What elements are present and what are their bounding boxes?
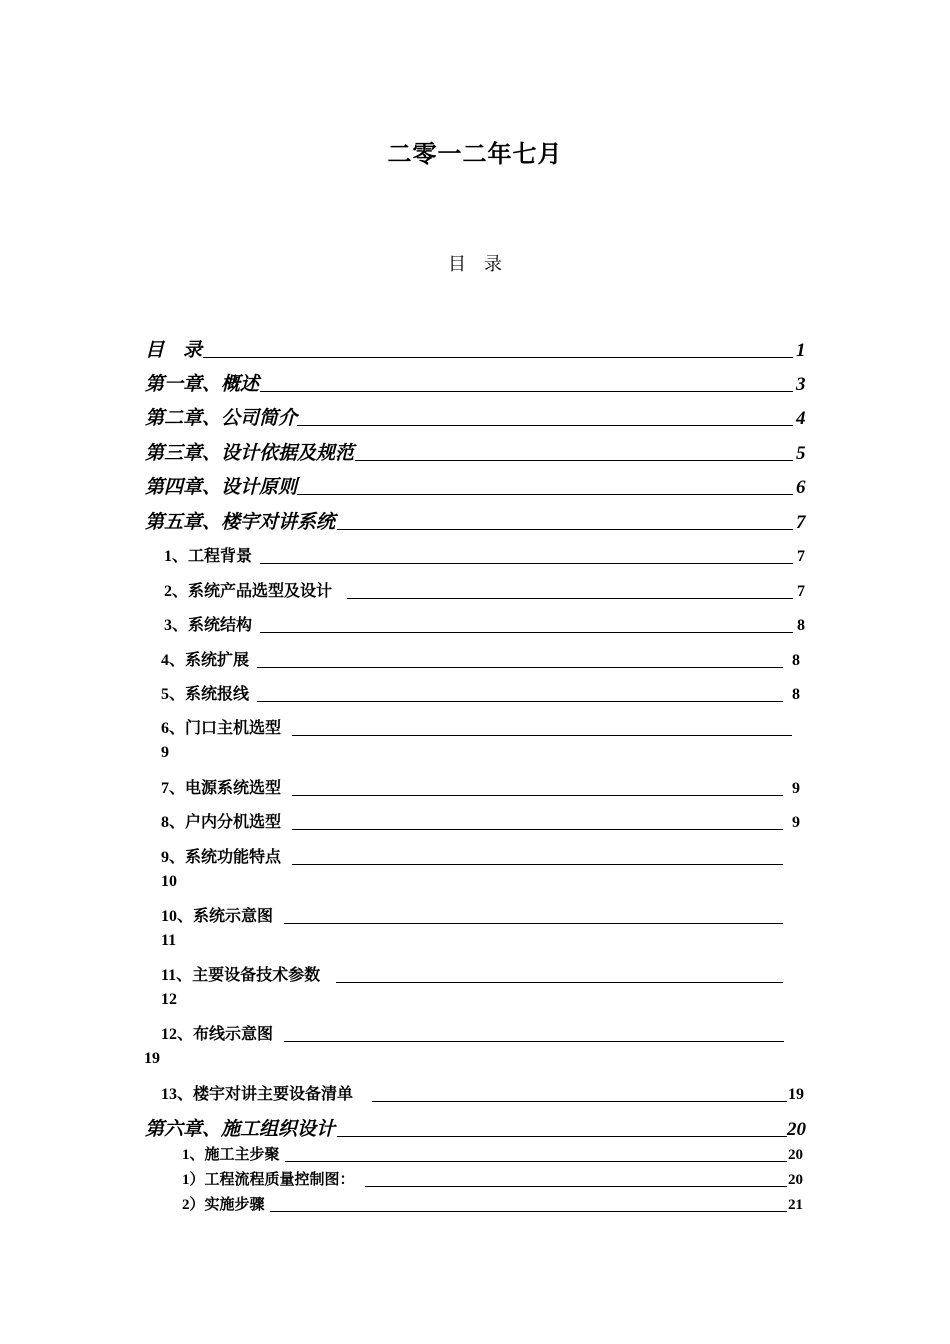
toc-entry-label: 5、系统报线: [161, 686, 250, 703]
document-date: 二零一二年七月: [387, 142, 563, 168]
toc-entry-subsection[interactable]: [0, 1186, 950, 1216]
toc-entry-chapter-4[interactable]: [0, 469, 950, 499]
toc-entry-page: 19: [788, 1086, 804, 1103]
toc-entry-section[interactable]: [0, 898, 950, 949]
toc-leader-line: [292, 829, 783, 830]
toc-leader-line: [270, 1211, 787, 1212]
toc-entry-page: 20: [788, 1147, 803, 1163]
toc-entry-label: 目 录: [145, 340, 203, 361]
toc-leader-line: [260, 391, 793, 392]
toc-leader-line: [203, 357, 793, 358]
toc-entry-page: 7: [797, 583, 805, 600]
toc-entry-section[interactable]: [0, 839, 950, 890]
toc-entry-label: 8、户内分机选型: [161, 814, 282, 831]
toc-entry-label: 3、系统结构: [164, 617, 253, 634]
toc-entry-label: 1、施工主步聚: [182, 1147, 280, 1163]
toc-leader-line: [260, 632, 793, 633]
toc-leader-line: [336, 982, 783, 983]
toc-entry-page: 3: [796, 374, 806, 395]
toc-entry-section[interactable]: [0, 1076, 950, 1106]
toc-leader-line: [347, 598, 793, 599]
toc-entry-label: 1）工程流程质量控制图：: [182, 1172, 355, 1188]
toc-entry-label: 第二章、公司简介: [145, 408, 298, 429]
toc-leader-line: [284, 1041, 784, 1042]
toc-entry-label: 第六章、施工组织设计: [145, 1119, 336, 1140]
toc-entry-page: 21: [788, 1197, 803, 1213]
toc-entry-page: 7: [797, 548, 805, 565]
toc-entry-label: 1、工程背景: [164, 548, 253, 565]
toc-entry-label: 7、电源系统选型: [161, 780, 282, 797]
toc-entry-page: 5: [796, 443, 806, 464]
toc-entry-page: 8: [797, 617, 805, 634]
toc-entry-page: 19: [144, 1050, 160, 1067]
toc-leader-line: [297, 494, 793, 495]
toc-leader-line: [284, 923, 783, 924]
toc-entry-label: 12、布线示意图: [161, 1026, 274, 1043]
toc-entry-section[interactable]: [0, 607, 950, 637]
toc-entry-label: 9、系统功能特点: [161, 849, 282, 866]
toc-entry-page: 9: [161, 744, 169, 761]
toc-leader-line: [257, 667, 783, 668]
toc-entry-label: 2）实施步骤: [182, 1197, 265, 1213]
toc-leader-line: [260, 563, 793, 564]
toc-leader-line: [355, 460, 793, 461]
toc-entry-label: 2、系统产品选型及设计: [164, 583, 333, 600]
toc-entry-section[interactable]: [0, 538, 950, 568]
toc-entry-label: 第一章、概述: [145, 374, 260, 395]
toc-entry-page: 6: [796, 477, 806, 498]
toc-entry-label: 4、系统扩展: [161, 652, 250, 669]
toc-entry-page: 8: [792, 652, 800, 669]
toc-entry-chapter-1[interactable]: [0, 366, 950, 396]
toc-entry-label: 13、楼宇对讲主要设备清单: [161, 1086, 354, 1103]
toc-entry-label: 6、门口主机选型: [161, 720, 282, 737]
toc-leader-line: [297, 425, 793, 426]
toc-leader-line: [372, 1101, 787, 1102]
toc-entry-page: 12: [161, 991, 177, 1008]
toc-entry-chapter-5[interactable]: [0, 504, 950, 534]
toc-leader-line: [292, 795, 783, 796]
toc-entry-label: 第四章、设计原则: [145, 477, 298, 498]
toc-leader-line: [292, 735, 792, 736]
toc-entry-page: 4: [796, 408, 806, 429]
toc-entry-page: 11: [161, 932, 177, 949]
toc-entry-page: 9: [792, 780, 800, 797]
toc-entry-page: 7: [796, 512, 806, 533]
toc-entry-section[interactable]: [0, 573, 950, 603]
toc-entry-label: 第三章、设计依据及规范: [145, 443, 355, 464]
toc-entry-page: 10: [161, 873, 177, 890]
toc-heading: 目 录: [448, 254, 502, 274]
toc-entry-section[interactable]: [0, 642, 950, 672]
toc-entry-label: 10、系统示意图: [161, 908, 274, 925]
toc-entry-page: 20: [788, 1172, 803, 1188]
toc-entry-section[interactable]: [0, 1016, 950, 1067]
toc-entry-chapter-3[interactable]: [0, 435, 950, 465]
toc-entry-section[interactable]: [0, 770, 950, 800]
toc-entry-label: 11、主要设备技术参数: [161, 967, 321, 984]
toc-entry-page: 1: [796, 340, 806, 361]
toc-entry-page: 20: [787, 1119, 806, 1140]
toc-entry-chapter-2[interactable]: [0, 400, 950, 430]
toc-leader-line: [292, 864, 783, 865]
toc-entry-label: 第五章、楼宇对讲系统: [145, 512, 336, 533]
toc-entry-section[interactable]: [0, 710, 950, 761]
toc-leader-line: [337, 529, 793, 530]
toc-entry-page: 9: [792, 814, 800, 831]
toc-entry-section[interactable]: [0, 804, 950, 834]
toc-entry-contents[interactable]: [0, 332, 950, 362]
toc-entry-section[interactable]: [0, 676, 950, 706]
toc-entry-page: 8: [792, 686, 800, 703]
toc-leader-line: [257, 701, 783, 702]
toc-entry-section[interactable]: [0, 957, 950, 1008]
